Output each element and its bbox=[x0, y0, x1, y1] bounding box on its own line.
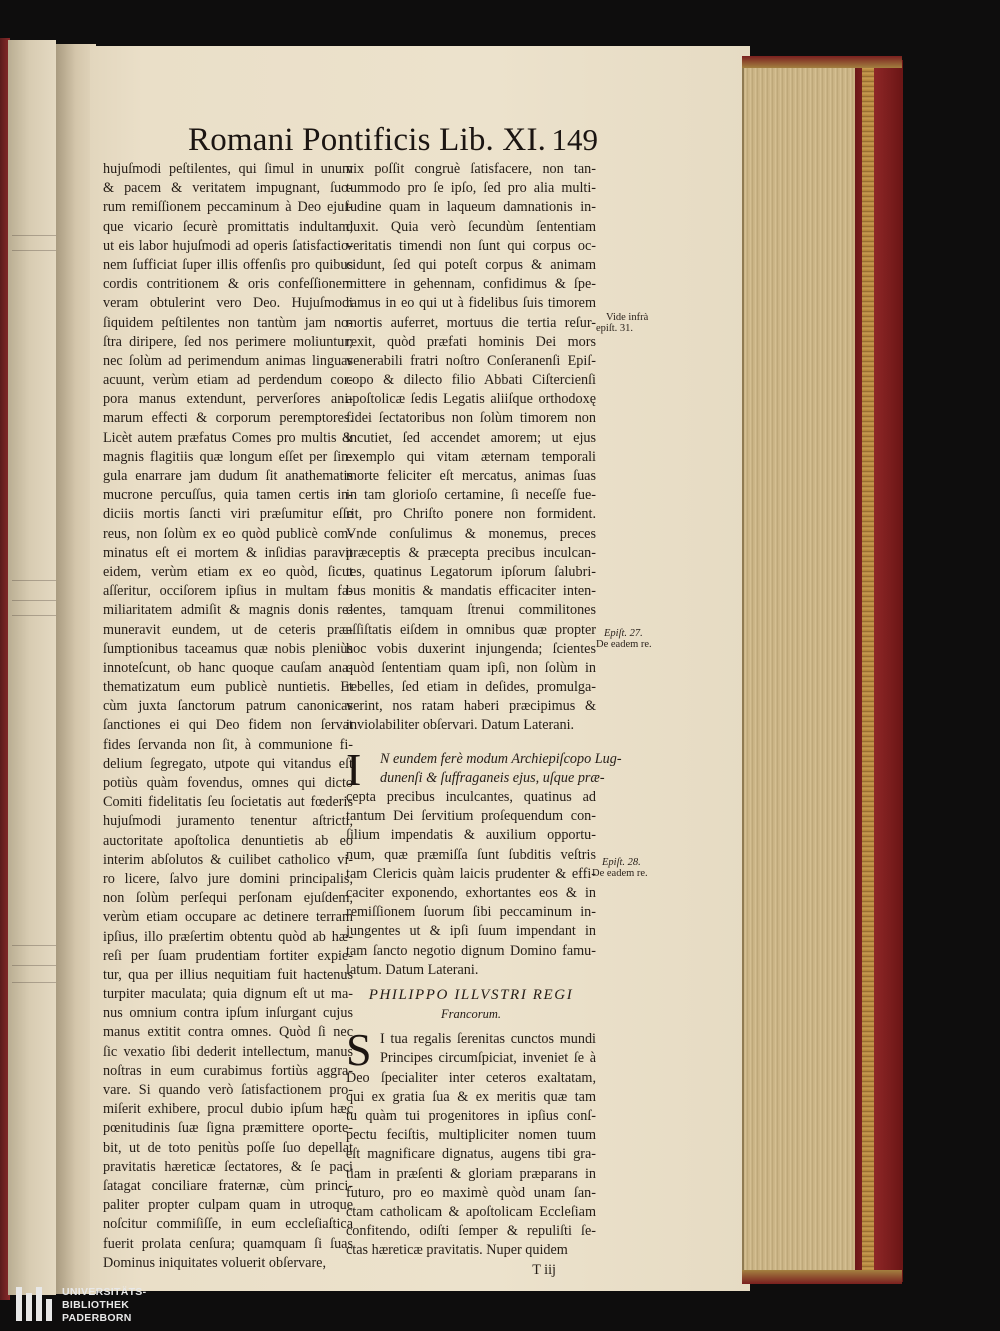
text-line: cùm juxta ſanctorum patrum canonicas bbox=[103, 698, 353, 715]
text-line: tes, quatinus Legatorum ipſorum ſalubri- bbox=[346, 563, 596, 580]
text-line: bit, ut de toto penitùs poſſe ſuo depellat bbox=[103, 1139, 353, 1156]
text-line: paliter propter culpam quam in utroque bbox=[103, 1197, 353, 1214]
text-line: Principes circumſpiciat, inveniet ſe à bbox=[380, 1050, 596, 1067]
text-line: non ſolùm perſequi perſonam ejuſdem, bbox=[103, 890, 353, 907]
text-line: Deo ſpecialiter inter ceteros exaltatam, bbox=[346, 1069, 596, 1086]
text-line: fuerit prolata cenſura; quamquam ſi ſuas bbox=[103, 1235, 353, 1252]
text-line: qui ex gratia ſua & ex meritis quæ tam bbox=[346, 1088, 596, 1105]
text-line: eſt magnificare dignatus, augens tibi gra- bbox=[346, 1146, 596, 1163]
text-line: ſilium impendatis & auxilium opportu- bbox=[346, 827, 596, 844]
text-line: vix poſſit congruè ſatisfacere, non tan- bbox=[346, 161, 596, 177]
text-line: copo & dilecto filio Abbati Ciſtercienſi bbox=[346, 372, 596, 389]
text-line: interim abſolutos & cuilibet catholico vi- bbox=[103, 851, 353, 868]
cover-top-edge bbox=[742, 56, 902, 68]
text-line: rum remiſſionem peccaminum à Deo ejuſ- bbox=[103, 199, 353, 216]
text-line: diciis mortis ſancti viri præſumitur eſſe bbox=[103, 506, 353, 523]
text-line: quòd ſententiam quam ipſi, non ſolùm in bbox=[346, 659, 596, 676]
signature-catchword: T iij bbox=[532, 1261, 556, 1278]
text-line: potiùs quàm fovendus, omnes qui dicto bbox=[103, 775, 353, 791]
text-line: futuro, pro eo maximè quòd unam ſan- bbox=[346, 1184, 596, 1201]
text-line: thematizatum eum publicè nuntietis. Et bbox=[103, 679, 353, 696]
text-line: verùm etiam occupare ac detinere terram bbox=[103, 909, 353, 926]
left-text-column bbox=[103, 160, 353, 1273]
text-line: tiam in præſenti & gloriam præparans in bbox=[346, 1165, 596, 1182]
text-line: tu quàm tui progenitores in ipſius conſ- bbox=[346, 1108, 596, 1124]
text-line: reus, non ſolùm ex eo quòd publicè com- bbox=[103, 525, 353, 542]
text-line: aſſeritur, occiſorem ipſius in multam fa- bbox=[103, 583, 353, 600]
text-line: verint, nos ratam haberi præcipimus & bbox=[346, 698, 596, 715]
text-line: turpiter maculata; quia dignum eſt ut ma- bbox=[103, 986, 353, 1003]
text-line: cepta precibus inculcantes, quatinus ad bbox=[346, 789, 596, 805]
letter-heading: PHILIPPO ILLVSTRI REGI bbox=[368, 986, 574, 1003]
text-line: dentes, tamquam ſtrenui commilitones bbox=[346, 602, 596, 619]
text-line: N eundem ferè modum Archiepiſcopo Lug- bbox=[380, 750, 622, 767]
text-line: minatus eſt ei mortem & inſidias paravit bbox=[103, 544, 353, 561]
text-line: remiſſionem ſuorum ſibi peccaminum in- bbox=[346, 904, 596, 921]
text-line: nem ſufficiat ſuper illis offenſis pro quibus bbox=[103, 256, 353, 273]
letter-subheading: Francorum. bbox=[440, 1007, 502, 1022]
text-line: confitendo, odiſti ſemper & repuliſti ſe- bbox=[346, 1223, 596, 1240]
text-line: apoſtolicæ ſedis Legatis aliiſque orthodoxę bbox=[346, 391, 596, 408]
text-line: Dominus iniquitates voluerit obſervare, bbox=[103, 1254, 327, 1271]
text-line: jungentes ut & ipſi ſuum impendant in bbox=[346, 923, 596, 940]
text-line: ro licere, ſalvo jure domini principalis, bbox=[103, 870, 353, 887]
text-line: delium ſegregato, utpote qui vitandus eſt bbox=[103, 755, 353, 772]
margin-note-epist-27: Epiſt. 27. De eadem re. bbox=[596, 628, 652, 650]
text-line: pora manus extendunt, perverſores ani- bbox=[103, 391, 353, 408]
text-line: hoc vobis duxerint injungenda; ſcientes bbox=[346, 640, 596, 657]
text-line: ſtra diripere, ſed nos perimere moliuntur; bbox=[103, 333, 353, 350]
text-line: acuunt, verùm etiam ad perdendum cor- bbox=[103, 372, 353, 389]
running-title: Romani Pontificis Lib. XI. bbox=[188, 122, 547, 158]
text-line: Comiti fidelitatis ſeu ſocietatis aut fœderis bbox=[103, 794, 353, 811]
library-logo bbox=[14, 1283, 174, 1327]
text-line: fides ſervanda non ſit, à communione fi- bbox=[103, 736, 353, 753]
drop-cap-initial: S bbox=[346, 1024, 372, 1076]
left-page-edge bbox=[8, 40, 56, 1295]
cover-bottom-edge bbox=[742, 1270, 902, 1284]
text-line: mortis auferret, mortuus die tertia reſur- bbox=[346, 314, 596, 331]
text-line: cidunt, ſed qui poteſt corpus & animam bbox=[346, 256, 596, 273]
library-logo-icon bbox=[14, 1285, 54, 1323]
page-number: 149 bbox=[551, 122, 598, 157]
text-line: tur, qua per illius nequitiam fuit hactenus bbox=[103, 966, 353, 983]
text-line: nec ſolùm ad perimendum animas linguas bbox=[103, 352, 353, 369]
text-line: ſiquidem peſtilentes non tantùm jam no- bbox=[103, 314, 353, 331]
text-line: reſi per ſuam prudentiam fortiter expie- bbox=[103, 947, 353, 964]
margin-note-epist-28: Epiſt. 28. De eadem re. bbox=[592, 857, 648, 879]
text-line: in tam glorioſo certamine, ſi neceſſe fue- bbox=[346, 487, 596, 504]
text-line: miſerit exhibere, procul dubio ipſum hæc bbox=[103, 1101, 353, 1118]
margin-note-epist-31: Vide infrà epiſt. 31. bbox=[596, 312, 649, 334]
cover-gilt-border bbox=[862, 64, 874, 1276]
text-line: pœnitudinis ſuæ ſigna præmittere oporte- bbox=[103, 1120, 353, 1137]
text-line: cordis contritionem & oris confeſſionem bbox=[103, 276, 353, 293]
page-header bbox=[188, 122, 598, 162]
text-line: innoteſcunt, ob hanc quoque cauſam ana- bbox=[103, 659, 353, 676]
text-line: tudine quam in laqueum damnationis in- bbox=[346, 199, 596, 216]
text-line: hujuſmodi peſtilentes, qui ſimul in unum bbox=[103, 161, 353, 177]
text-line: veritatis timendi non ſunt qui corpus oc- bbox=[346, 237, 596, 254]
text-line: duxit. Quia verò ſecundùm ſententiam bbox=[346, 218, 596, 235]
text-line: auctoritate apoſtolica denuntietis ab eo bbox=[103, 832, 353, 849]
text-line: rebelles, ſed etiam in deſides, promulga- bbox=[346, 679, 596, 696]
text-line: præceptis & præcepta precibus inculcan- bbox=[346, 544, 596, 561]
text-line: que vicario ſecurè promittatis indultam, bbox=[103, 218, 353, 235]
text-line: ut eis labor hujuſmodi ad operis ſatisfactio- bbox=[103, 237, 353, 254]
text-line: latum. Datum Laterani. bbox=[346, 961, 479, 978]
paragraph-letter-continuation bbox=[346, 160, 596, 736]
drop-cap-initial: I bbox=[346, 743, 362, 795]
text-line: tantum Dei ſervitium proſequendum con- bbox=[346, 808, 596, 825]
text-line: noſcitur commiſiſſe, in eum eccleſiaſtica bbox=[103, 1216, 353, 1233]
text-line: venerabili fratri noſtro Conſeranenſi Epiſ- bbox=[346, 352, 596, 369]
text-line: noſtras in eum curabimus fortiùs aggra- bbox=[103, 1062, 353, 1079]
text-line: ſic vexatio ſibi dederit intellectum, manus bbox=[103, 1043, 353, 1060]
text-line: ſumptionibus taceamus quæ nobis pleniùs bbox=[103, 640, 353, 657]
text-line: tam Clericis quàm laicis prudenter & effi- bbox=[346, 865, 596, 882]
text-line: dunenſi & ſuffraganeis ejus, uſque præ- bbox=[380, 769, 605, 786]
text-line: I tua regalis ſerenitas cunctos mundi bbox=[380, 1031, 596, 1048]
text-line: ctas hæreticæ pravitatis. Nuper quidem bbox=[346, 1242, 568, 1259]
text-line: mittere in gehennam, confidimus & ſpe- bbox=[346, 276, 596, 293]
text-line: rit, pro Chriſto ponere non formident. bbox=[346, 506, 596, 523]
text-line: gula enarrare jam dudum ſit anathematis bbox=[103, 468, 353, 484]
text-line: aſſiſtatis eiſdem in omnibus quæ propter bbox=[346, 621, 596, 638]
text-line: ſatagat conciliare fraternæ, cùm princi- bbox=[103, 1177, 353, 1194]
text-line: morte feliciter eſt mercatus, animas ſuas bbox=[346, 468, 596, 484]
text-line: & pacem & veritatem impugnant, ſuo- bbox=[103, 180, 353, 197]
text-line: tam ſancto negotio dignum Domino famu- bbox=[346, 942, 596, 959]
text-line: rexit, quòd præfati hominis Dei mors bbox=[346, 333, 596, 350]
text-line: incutiet, ſed accendet amorem; ut ejus bbox=[346, 429, 596, 446]
text-line: ctam catholicam & apoſtolicam Eccleſiam bbox=[346, 1203, 596, 1220]
text-line: fidei ſectatoribus non ſolùm timorem non bbox=[346, 410, 596, 427]
text-line: Vnde conſulimus & monemus, preces bbox=[346, 525, 596, 542]
text-line: marum effecti & corporum peremptores. bbox=[103, 410, 353, 427]
paragraph-philippo bbox=[346, 1024, 596, 1260]
text-line: caciter exponendo, exhortantes eos & in bbox=[346, 884, 596, 901]
text-line: ramus in eo qui ut à fidelibus ſuis timorem bbox=[346, 295, 596, 312]
text-line: hujuſmodi juramento tenentur aſtricti, bbox=[103, 813, 353, 830]
text-line: Licèt autem præfatus Comes pro multis & bbox=[103, 429, 353, 446]
page-block-edge bbox=[742, 64, 859, 1276]
text-line: num, quæ præmiſſa ſunt ſubditis veſtris bbox=[346, 846, 596, 863]
text-line: exemplo qui vitam æternam temporali bbox=[346, 448, 596, 465]
text-line: magnis flagitiis quæ longum eſſet per ſin- bbox=[103, 448, 353, 465]
text-line: miliaritatem admiſit & magnis donis re- bbox=[103, 602, 353, 619]
text-line: bus monitis & mandatis efficaciter inten- bbox=[346, 583, 596, 600]
library-logo-text: UNIVERSITÄTS- BIBLIOTHEK PADERBORN bbox=[62, 1286, 147, 1324]
text-line: ipſius, illo præſertim obtentu quòd ab hæ- bbox=[103, 928, 353, 945]
text-line: tummodo pro ſe ipſo, ſed pro alia multi- bbox=[346, 180, 596, 197]
text-line: ſanctiones ei qui Deo fidem non ſervat bbox=[103, 717, 353, 734]
text-line: eidem, verùm etiam ex eo quòd, ſicut bbox=[103, 563, 353, 580]
text-line: pravitatis hæreticæ ſectatores, & ſe paci bbox=[103, 1158, 353, 1175]
text-line: muneravit eundem, ut de ceteris præ- bbox=[103, 621, 353, 638]
text-line: pectu feciſtis, multipliciter nomen tuum bbox=[346, 1127, 596, 1144]
text-line: manus extitit contra omnes. Quòd ſi nec bbox=[103, 1024, 353, 1041]
text-line: veram obtulerint vero Deo. Hujuſmodi bbox=[103, 295, 353, 312]
text-line: vare. Si quando verò ſatisfactionem pro- bbox=[103, 1082, 353, 1098]
text-line: nus omnium contra ipſum inſurgant cujus bbox=[103, 1005, 353, 1022]
text-line: mucrone percuſſus, quia tamen certis in- bbox=[103, 487, 353, 504]
text-line: inviolabiliter obſervari. Datum Laterani. bbox=[346, 717, 575, 734]
